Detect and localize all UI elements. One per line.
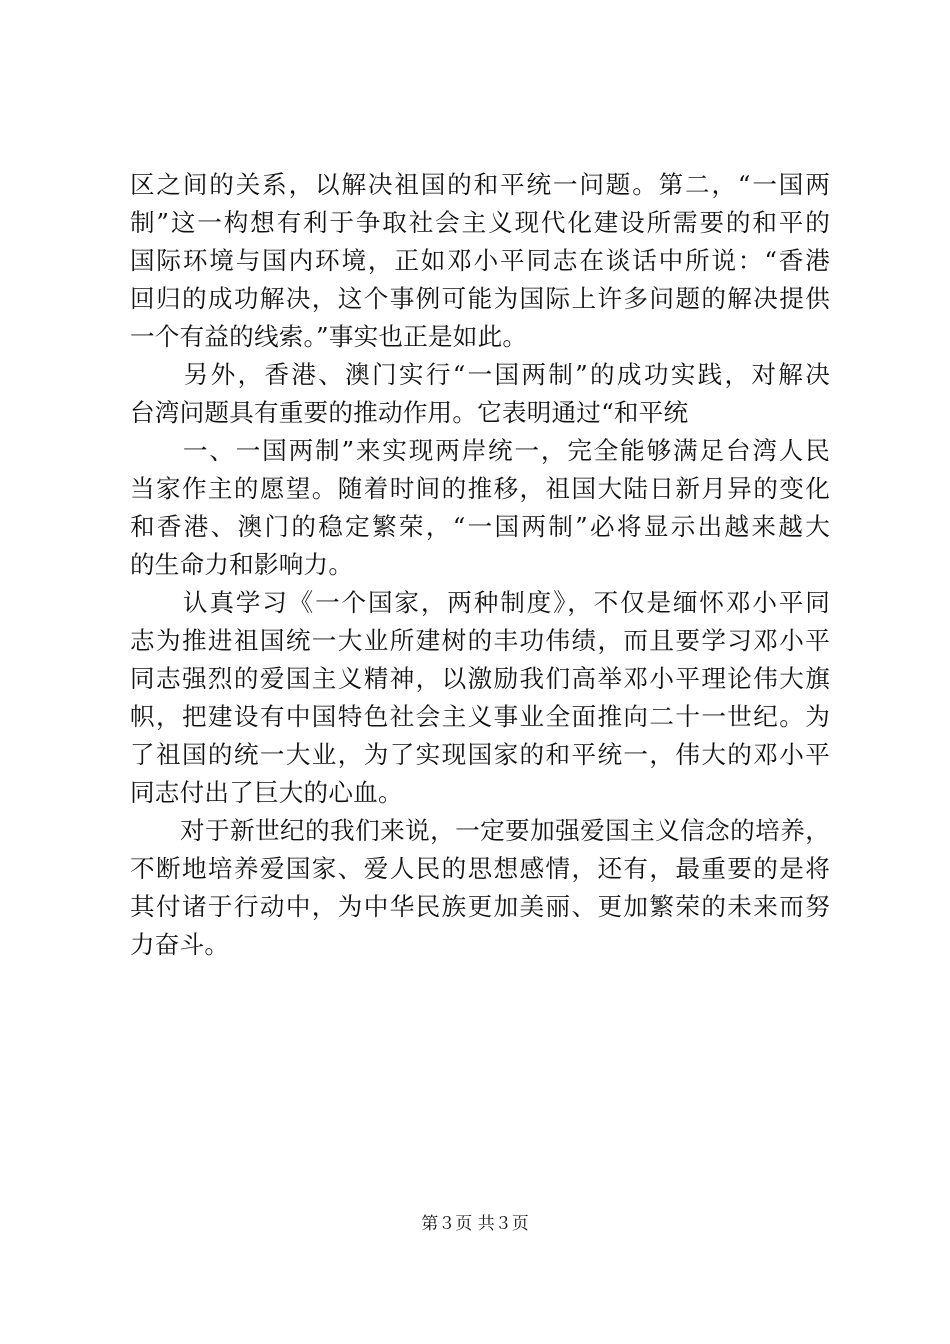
- text-line: 志为推进祖国统一大业所建树的丰功伟绩，而且要学习邓小平: [130, 626, 830, 655]
- page-footer: [0, 1212, 950, 1236]
- text-line: 帜，把建设有中国特色社会主义事业全面推向二十一世纪。为: [130, 702, 830, 731]
- text-line: 台湾问题具有重要的推动作用。它表明通过“和平统: [130, 398, 689, 427]
- text-line: 一个有益的线索。”事实也正是如此。: [130, 322, 528, 351]
- text-line: 区之间的关系，以解决祖国的和平统一问题。第二，“一国两: [130, 170, 830, 199]
- text-line: 其付诸于行动中，为中华民族更加美丽、更加繁荣的未来而努: [130, 892, 830, 921]
- text-line: 另外，香港、澳门实行“一国两制”的成功实践，对解决: [130, 360, 830, 389]
- text-line: 国际环境与国内环境，正如邓小平同志在谈话中所说：“香港: [130, 246, 830, 275]
- text-line: 和香港、澳门的稳定繁荣，“一国两制”必将显示出越来越大: [130, 512, 830, 541]
- text-line: 同志付出了巨大的心血。: [130, 778, 403, 807]
- text-line: 制”这一构想有利于争取社会主义现代化建设所需要的和平的: [130, 208, 830, 237]
- text-line: 了祖国的统一大业，为了实现国家的和平统一，伟大的邓小平: [130, 740, 830, 769]
- text-line: 认真学习《一个国家，两种制度》，不仅是缅怀邓小平同: [130, 588, 830, 617]
- text-line: 当家作主的愿望。随着时间的推移，祖国大陆日新月异的变化: [130, 474, 830, 503]
- document-body: [130, 166, 830, 964]
- text-line: 同志强烈的爱国主义精神，以激励我们高举邓小平理论伟大旗: [130, 664, 830, 693]
- text-line: 一、一国两制”来实现两岸统一，完全能够满足台湾人民: [130, 436, 830, 465]
- text-line: 回归的成功解决，这个事例可能为国际上许多问题的解决提供: [130, 284, 830, 313]
- text-line: 对于新世纪的我们来说，一定要加强爱国主义信念的培养，: [130, 816, 830, 845]
- text-line: 不断地培养爱国家、爱人民的思想感情，还有，最重要的是将: [130, 854, 830, 883]
- text-line: 的生命力和影响力。: [130, 550, 354, 579]
- text-line: 力奋斗。: [130, 930, 230, 959]
- page-number: 第３页 共３页: [421, 1214, 529, 1234]
